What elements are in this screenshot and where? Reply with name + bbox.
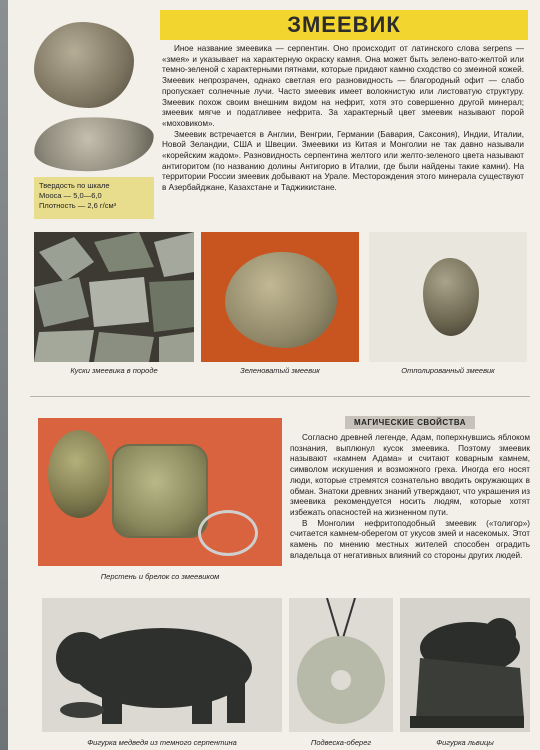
rock-pieces-graphic	[34, 232, 194, 362]
ring-stone-graphic	[48, 430, 110, 518]
bear-caption: Фигурка медведя из темного серпентина	[87, 738, 237, 747]
hardness-line2: Мооса — 5,0—6,0	[39, 191, 102, 200]
polished-caption: Отполированный змеевик	[401, 366, 495, 375]
intro-text	[162, 44, 524, 194]
keychain-ring-graphic	[198, 510, 258, 556]
polished-stone-graphic	[423, 258, 479, 336]
magic-heading: МАГИЧЕСКИЕ СВОЙСТВА	[345, 416, 475, 429]
magic-paragraph-1: Согласно древней легенде, Адам, поперхнувшись яблоком познания, выплюнул кусок змеевика. Поэтому змеевик называют «камнем Адама» и считают коварным камнем, символом искушения и возможного греха. Иногда его носят люди, которые стремятся сознательно вводить окружающих в обман. Знатоки древних знаний утверждают, что украшения из змеевика рекомендуется носить людям, которые хотят избежать опасностей на жизненном пути.	[290, 433, 530, 517]
keychain-stone-graphic	[112, 444, 208, 538]
magic-text	[290, 433, 530, 561]
greenish-photo	[201, 232, 359, 362]
intro-paragraph-1: Иное название змеевика — серпентин. Оно происходит от латинского слова serpens — «змея» и указывает на характерную окраску камня. Она может быть зелено-вато-желтой или темно-зеленой с характерными пятнами, которые придают камню сходство со змеиной кожей. Змеевик непрозрачен, однако светлая его разновидность — благородный офит — слабо пропускает солнечные лучи. Часто змеевик имеет волокнистую или листоватую структуру. Змеевик похож своим внешним видом на нефрит, хотя это совершенно другой минерал; змеевик мягче и податливее нефрита. За характерный цвет змеевик называют порой «моховиком».	[162, 44, 524, 128]
rock-caption: Куски змеевика в породе	[70, 366, 158, 375]
density: Плотность — 2,6 г/см³	[39, 201, 117, 210]
page-title: ЗМЕЕВИК	[160, 10, 528, 40]
side-bar	[0, 0, 8, 750]
ring-caption: Перстень и брелок со змеевиком	[100, 572, 220, 581]
properties-box	[34, 177, 154, 219]
pendant-photo	[289, 598, 393, 732]
polished-photo	[369, 232, 527, 362]
flat-stone-image	[33, 114, 156, 174]
greenish-stone-graphic	[225, 252, 337, 348]
greenish-caption: Зеленоватый змеевик	[240, 366, 320, 375]
rock-photo	[34, 232, 194, 362]
lioness-figurine-graphic	[400, 598, 530, 732]
hardness-line1: Твердость по шкале	[39, 181, 110, 190]
ring-photo	[38, 418, 282, 566]
bear-figurine-graphic	[42, 598, 282, 732]
intro-paragraph-2: Змеевик встречается в Англии, Венгрии, Германии (Бавария, Саксония), Индии, Италии, Новой Зеландии, США и Швеции. Змеевики из Китая и Монголии не так давно называли «корейским жадом». Разновидность серпентина желтого или желто-зеленого цвета называют антигоритом (по названию долины Антигорио в Италии, где были найдены такие камни). На территории России змеевик добывают на Урале. Месторождения этого минерала существуют в Азербайджане, Казахстане и Таджикистане.	[162, 129, 524, 193]
magic-paragraph-2: В Монголии нефритоподобный змеевик («толигор») считается камнем-оберегом от укусов змей и насекомых. Этот камень по мнению местных жителей способен оградить владельца от негативных влияний со стороны других людей.	[290, 518, 530, 560]
pendant-graphic	[289, 598, 393, 732]
lioness-caption: Фигурка львицы	[436, 738, 494, 747]
section-divider	[30, 396, 530, 397]
bear-photo	[42, 598, 282, 732]
lioness-photo	[400, 598, 530, 732]
pendant-caption: Подвеска-оберег	[310, 738, 372, 747]
raw-stone-image	[34, 22, 134, 108]
